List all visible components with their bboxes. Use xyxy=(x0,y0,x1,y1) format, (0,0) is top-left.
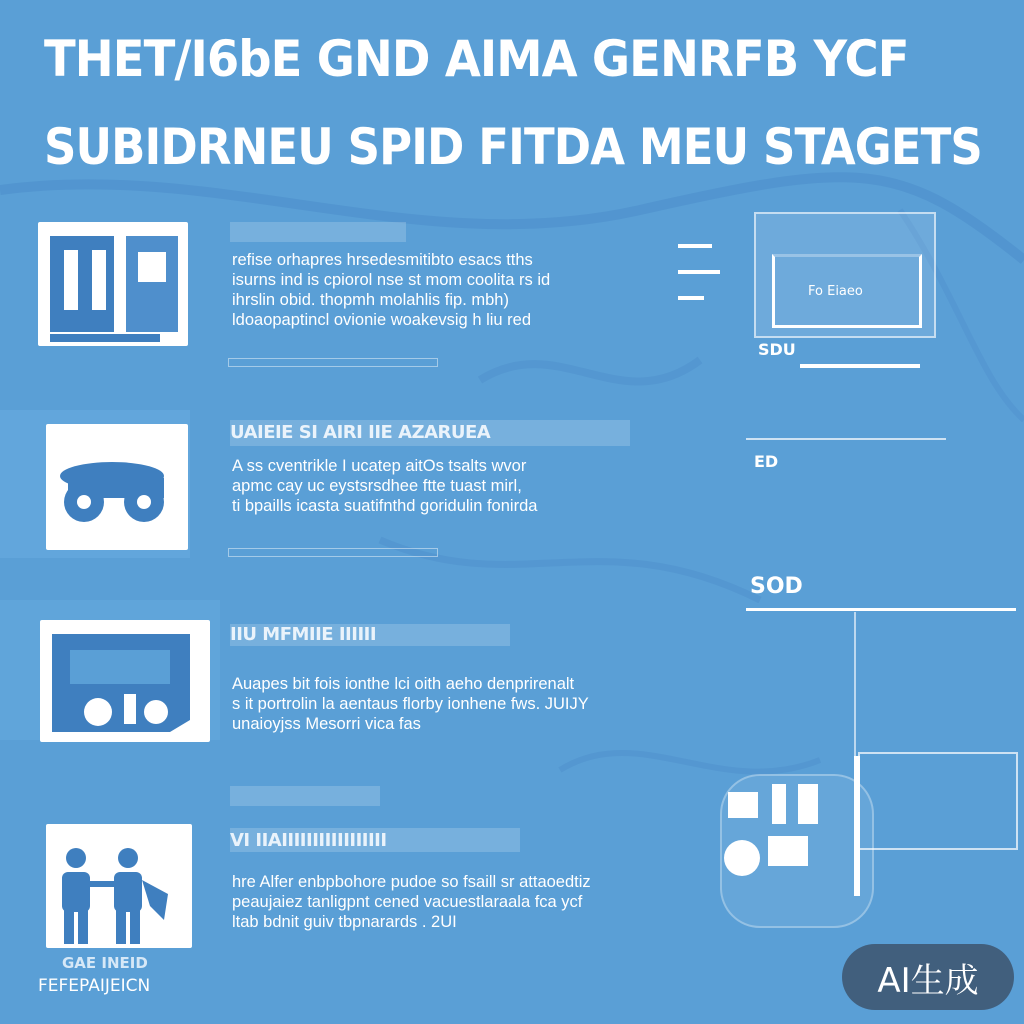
gadget-piece xyxy=(772,784,786,824)
car-icon xyxy=(46,424,188,550)
side-column xyxy=(670,200,1024,940)
screen-card-label: Fo Eiaeo xyxy=(808,284,863,299)
feature-section-2 xyxy=(0,420,700,570)
section-2-line-1: A ss cventrikle I ucatep aitOs tsalts wvor xyxy=(232,457,527,475)
ai-generated-label: AI生成 xyxy=(877,960,979,1001)
divider xyxy=(228,548,438,557)
gadget-body xyxy=(858,752,1018,850)
page-title: THET/I6bE GND AIMA GENRFB YCF xyxy=(44,30,909,88)
rule-line xyxy=(746,438,946,440)
gadget-card xyxy=(720,744,1024,940)
feature-section-3 xyxy=(0,620,700,760)
section-4-line-1: hre Alfer enbpbohore pudoe so fsaill sr attaoedtiz xyxy=(232,873,591,891)
feature-section-1 xyxy=(0,220,700,380)
section-3-line-2: s it portrolin la aentaus florby ionhene fws. JUIJY xyxy=(232,695,589,713)
section-2-line-3: ti bpaills icasta suatifnthd goridulin fonirda xyxy=(232,497,538,515)
side-label-ed: ED xyxy=(754,452,779,471)
section-2-heading: UAIEIE SI AIRI IIE AZARUEA xyxy=(230,422,491,443)
screen-card-sublabel: SDU xyxy=(758,340,796,359)
section-3-line-1: Auapes bit fois ionthe lci oith aeho denprirenalt xyxy=(232,675,575,693)
heading-placeholder xyxy=(230,222,406,242)
section-4-line-2: peaujaiez tanligpnt cened vacuestlaraala fca ycf xyxy=(232,893,583,911)
section-4-line-3: ltab bdnit guiv tbpnarards . 2UI xyxy=(232,913,457,931)
feature-section-4 xyxy=(0,780,700,1000)
section-4-caption-top: GAE INEID xyxy=(62,954,148,972)
gadget-piece xyxy=(768,836,808,866)
building-icon xyxy=(38,222,188,346)
section-1-line-2: isurns ind is cpiorol nse st mom coolita rs id xyxy=(232,271,551,289)
people-icon xyxy=(46,824,192,948)
section-1-line-1: refise orhapres hrsedesmitibto esacs tths xyxy=(232,251,533,269)
section-4-caption: FEFEPAIJEICN xyxy=(38,976,151,996)
heading-placeholder xyxy=(230,786,380,806)
rule-line xyxy=(800,364,920,368)
section-4-heading: VI IIAIIIIIIIIIIIIIIIII xyxy=(230,830,387,851)
section-1-line-3: ihrslin obid. thopmh molahlis fip. mbh) xyxy=(232,291,509,309)
gadget-bar xyxy=(854,756,860,896)
section-3-heading: IIU MFMIIE IIIIII xyxy=(230,624,377,645)
side-label-sod: SOD xyxy=(750,574,803,599)
page-subtitle: SUBIDRNEU SPID FITDA MEU STAGETS xyxy=(44,118,982,176)
section-1-line-4: ldoaopaptincl ovionie woakevsig h liu red xyxy=(232,311,532,329)
dash xyxy=(678,270,720,274)
ai-generated-badge xyxy=(842,944,1014,1010)
dash xyxy=(678,244,712,248)
gadget-piece xyxy=(798,784,818,824)
gadget-piece xyxy=(728,792,758,818)
engine-icon xyxy=(40,620,210,742)
rule-line xyxy=(746,608,1016,611)
screen-card xyxy=(754,212,936,338)
gadget-piece xyxy=(724,840,760,876)
dash xyxy=(678,296,704,300)
section-3-line-3: unaioyjss Mesorri vica fas xyxy=(232,715,421,733)
divider xyxy=(228,358,438,367)
section-2-line-2: apmc cay uc eystsrsdhee ftte tuast mirl, xyxy=(232,477,522,495)
